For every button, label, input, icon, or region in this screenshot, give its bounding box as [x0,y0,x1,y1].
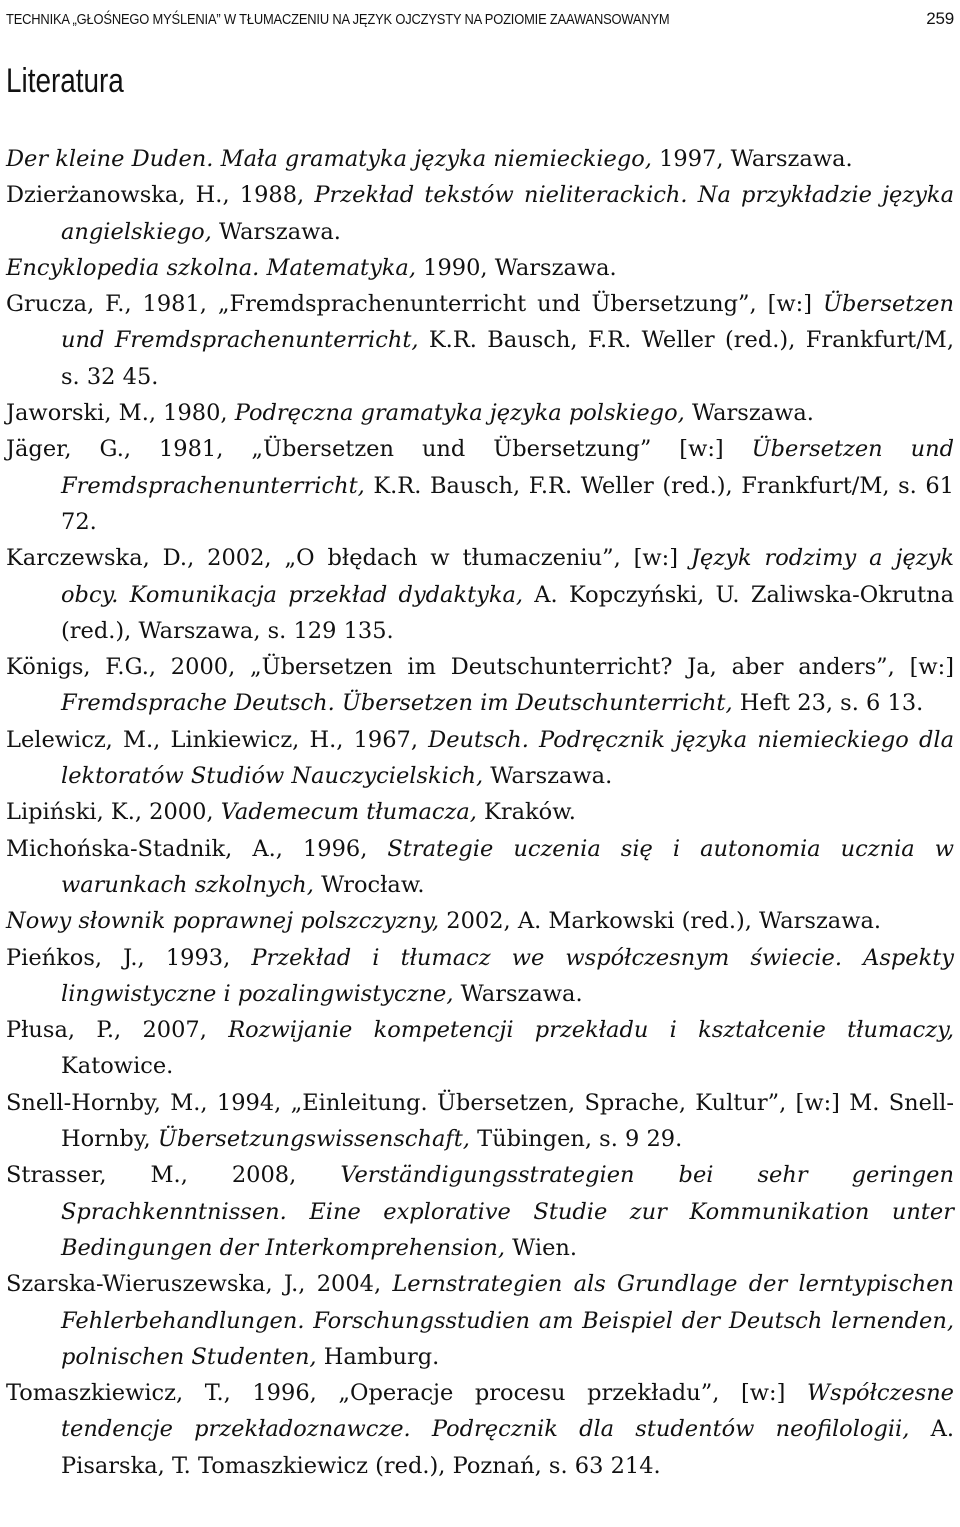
reference-entry [6,177,954,250]
reference-entry [6,649,954,722]
section-title: Literatura [6,62,124,100]
reference-text: Strasser, M., 2008, [6,1162,341,1189]
running-title: TECHNIKA „GŁOŚNEGO MYŚLENIA” W TŁUMACZENIU NA JĘZYK OJCZYSTY NA POZIOMIE ZAAWANSOWANYM [6,10,670,28]
reference-text: Kraków. [476,799,576,826]
reference-title: Verständigungsstrategien bei sehr geringen Sprachkenntnissen. Eine explorative Studie zur Kommunikation unter Bedingungen der Interkomprehension, [61,1162,954,1261]
reference-title: Lernstrategien als Grundlage der lerntypischen Fehlerbehandlungen. Forschungsstudien am Beispiel der Deutsch lernenden, polnischen Studenten, [61,1271,955,1370]
reference-entry [6,1375,954,1484]
reference-list [6,141,954,1484]
reference-title: Nowy słownik poprawnej polszczyzny, [6,908,440,935]
reference-text: Wien. [505,1234,578,1261]
reference-text: Tübingen, s. 9 29. [469,1126,683,1153]
reference-entry [6,722,954,795]
reference-entry [6,141,954,177]
reference-text: Königs, F.G., 2000, „Übersetzen im Deutschunterricht? Ja, aber anders”, [w:] [6,654,954,681]
reference-entry [6,395,954,431]
reference-text: Wrocław. [313,871,425,898]
reference-title: Encyklopedia szkolna. Matematyka, [6,254,416,281]
reference-text: Warszawa. [453,980,583,1007]
reference-text: Warszawa. [211,218,341,245]
reference-text: Snell-Hornby, M., 1994, „Einleitung. Übersetzen, Sprache, Kultur”, [w:] M. Snell-Hornby, [6,1089,954,1153]
reference-text: 2002, A. Markowski (red.), Warszawa. [439,908,882,935]
reference-text: Szarska-Wieruszewska, J., 2004, [6,1271,393,1298]
reference-entry [6,1012,954,1085]
reference-title: Podręczna gramatyka języka polskiego, [234,400,685,427]
reference-text: Grucza, F., 1981, „Fremdsprachenunterricht und Übersetzung”, [w:] [6,291,823,318]
reference-text: K.R. Bausch, F.R. Weller (red.), Frankfurt/M, s. 61 72. [61,472,954,535]
reference-entry [6,940,954,1013]
reference-title: Übersetzen und Fremdsprachenunterricht, [61,436,954,499]
reference-text: Katowice. [61,1053,174,1080]
reference-text: Płusa, P., 2007, [6,1017,229,1044]
reference-entry [6,1085,954,1158]
reference-entry [6,286,954,395]
page-number: 259 [926,9,954,28]
reference-text: A. Pisarska, T. Tomaszkiewicz (red.), Poznań, s. 63 214. [61,1416,954,1479]
reference-text: A. Kopczyński, U. Zaliwska-Okrutna (red.), Warszawa, s. 129 135. [61,581,954,644]
reference-text: Pieńkos, J., 1993, [6,944,252,971]
reference-entry [6,1157,954,1266]
reference-title: Übersetzen und Fremdsprachenunterricht, [61,291,954,354]
reference-text: K.R. Bausch, F.R. Weller (red.), Frankfurt/M, s. 32 45. [61,327,954,390]
reference-text: Lelewicz, M., Linkiewicz, H., 1967, [6,726,429,753]
reference-title: Deutsch. Podręcznik języka niemieckiego dla lektoratów Studiów Nauczycielskich, [61,726,954,790]
reference-title: Fremdsprache Deutsch. Übersetzen im Deutschunterricht, [61,690,733,717]
running-header [6,6,954,32]
reference-text: 1997, Warszawa. [651,146,853,172]
reference-text: Warszawa. [684,400,814,427]
reference-title: Vademecum tłumacza, [220,799,477,826]
reference-entry [6,540,954,649]
reference-title: Współczesne tendencje przekładoznawcze. Podręcznik dla studentów neofilologii, [61,1380,954,1443]
reference-title: Rozwijanie kompetencji przekładu i kształcenie tłumaczy, [228,1017,955,1044]
reference-entry [6,250,954,286]
reference-text: Hamburg. [316,1343,440,1370]
reference-entry [6,1266,954,1375]
reference-text: 1990, Warszawa. [416,254,617,281]
reference-entry [6,794,954,830]
reference-text: Jaworski, M., 1980, [6,400,235,427]
reference-text: Heft 23, s. 6 13. [732,690,924,717]
reference-text: Dzierżanowska, H., 1988, [6,182,315,209]
reference-title: Język rodzimy a język obcy. Komunikacja przekład dydaktyka, [61,545,955,608]
reference-text: Warszawa. [483,763,613,790]
reference-entry [6,903,954,939]
reference-title: Der kleine Duden. Mała gramatyka języka niemieckiego, [6,146,652,172]
reference-entry [6,431,954,540]
reference-text: Jäger, G., 1981, „Übersetzen und Übersetzung” [w:] [6,436,752,463]
reference-title: Übersetzungswissenschaft, [157,1126,470,1153]
reference-entry [6,831,954,904]
reference-text: Michońska-Stadnik, A., 1996, [6,835,388,862]
reference-text: Karczewska, D., 2002, „O błędach w tłumaczeniu”, [w:] [6,545,691,572]
reference-text: Lipiński, K., 2000, [6,799,221,826]
reference-title: Przekład tekstów nieliterackich. Na przykładzie języka angielskiego, [61,182,954,245]
reference-text: Tomaszkiewicz, T., 1996, „Operacje procesu przekładu”, [w:] [6,1380,807,1407]
reference-title: Strategie uczenia się i autonomia ucznia w warunkach szkolnych, [61,835,954,898]
reference-title: Przekład i tłumacz we współczesnym świecie. Aspekty lingwistyczne i pozalingwistyczne, [61,944,954,1007]
